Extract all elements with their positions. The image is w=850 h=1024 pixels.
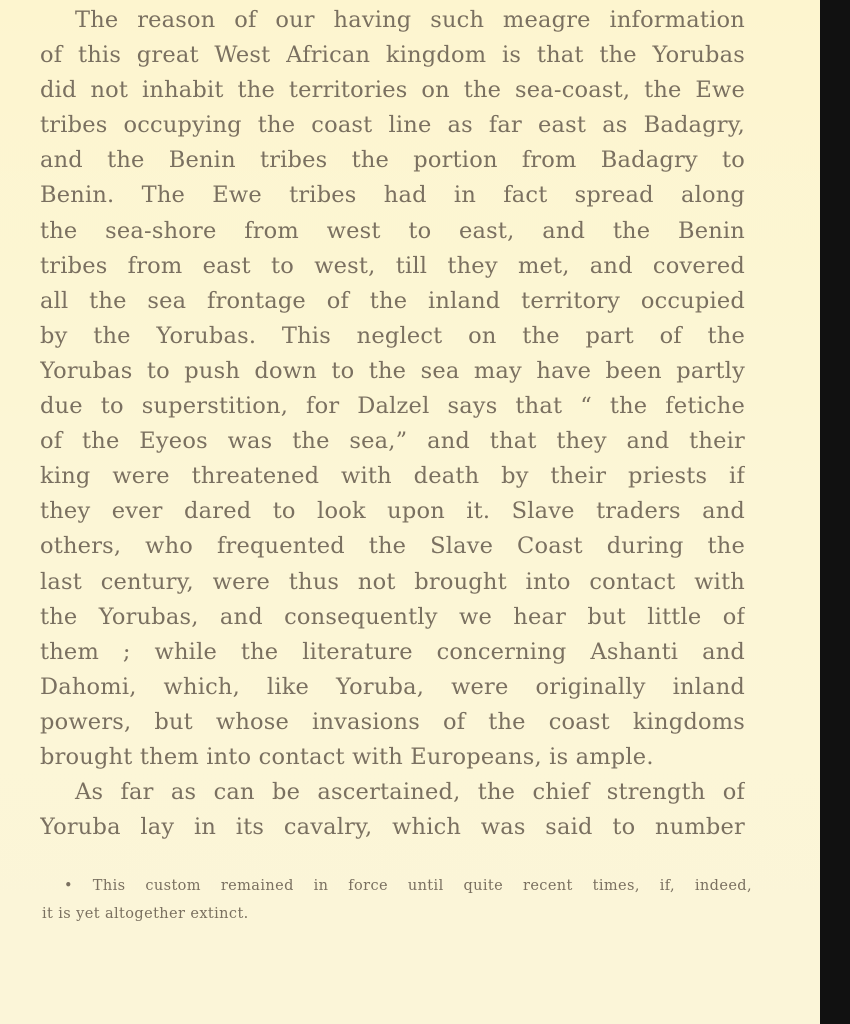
text-line: king were threatened with death by their priests if: [40, 463, 745, 490]
text-line: all the sea frontage of the inland territory occupied: [40, 287, 745, 314]
text-line: by the Yorubas. This neglect on the part of the: [40, 322, 745, 349]
text-line: brought them into contact with Europeans, is ample.: [40, 743, 654, 770]
text-line: Benin. The Ewe tribes had in fact spread along: [40, 182, 745, 209]
text-line: last century, were thus not brought into contact with: [40, 568, 745, 595]
text-line: others, who frequented the Slave Coast during the: [40, 533, 745, 560]
text-line: the sea-shore from west to east, and the Benin: [40, 217, 745, 244]
text-line: and the Benin tribes the portion from Badagry to: [40, 147, 745, 174]
text-line: powers, but whose invasions of the coast kingdoms: [40, 708, 745, 735]
text-line: the Yorubas, and consequently we hear but little of: [40, 603, 745, 630]
text-line: them ; while the literature concerning Ashanti and: [40, 638, 745, 665]
text-line: Yoruba lay in its cavalry, which was said to number: [40, 814, 745, 841]
text-line: The reason of our having such meagre information: [75, 7, 745, 33]
text-line: did not inhabit the territories on the sea-coast, the Ewe: [40, 77, 745, 104]
text-line: tribes occupying the coast line as far east as Badagry,: [40, 112, 745, 139]
page-edge-shadow: [820, 0, 850, 1024]
text-line: Dahomi, which, like Yoruba, were originally inland: [40, 673, 745, 700]
text-line: As far as can be ascertained, the chief strength of: [75, 779, 745, 806]
text-line: they ever dared to look upon it. Slave traders and: [40, 498, 745, 525]
text-line: of the Eyeos was the sea,” and that they and their: [40, 428, 745, 455]
text-line: of this great West African kingdom is that the Yorubas: [40, 42, 745, 69]
page-body-text: [40, 3, 745, 845]
text-line: due to superstition, for Dalzel says that “ the fetiche: [40, 393, 745, 420]
text-line: tribes from east to west, till they met, and covered: [40, 252, 745, 279]
footnote-line: • This custom remained in force until quite recent times, if, indeed,: [64, 878, 752, 894]
footnote-line: it is yet altogether extinct.: [42, 906, 249, 922]
text-line: Yorubas to push down to the sea may have been partly: [40, 357, 745, 384]
footnote: [42, 872, 752, 928]
